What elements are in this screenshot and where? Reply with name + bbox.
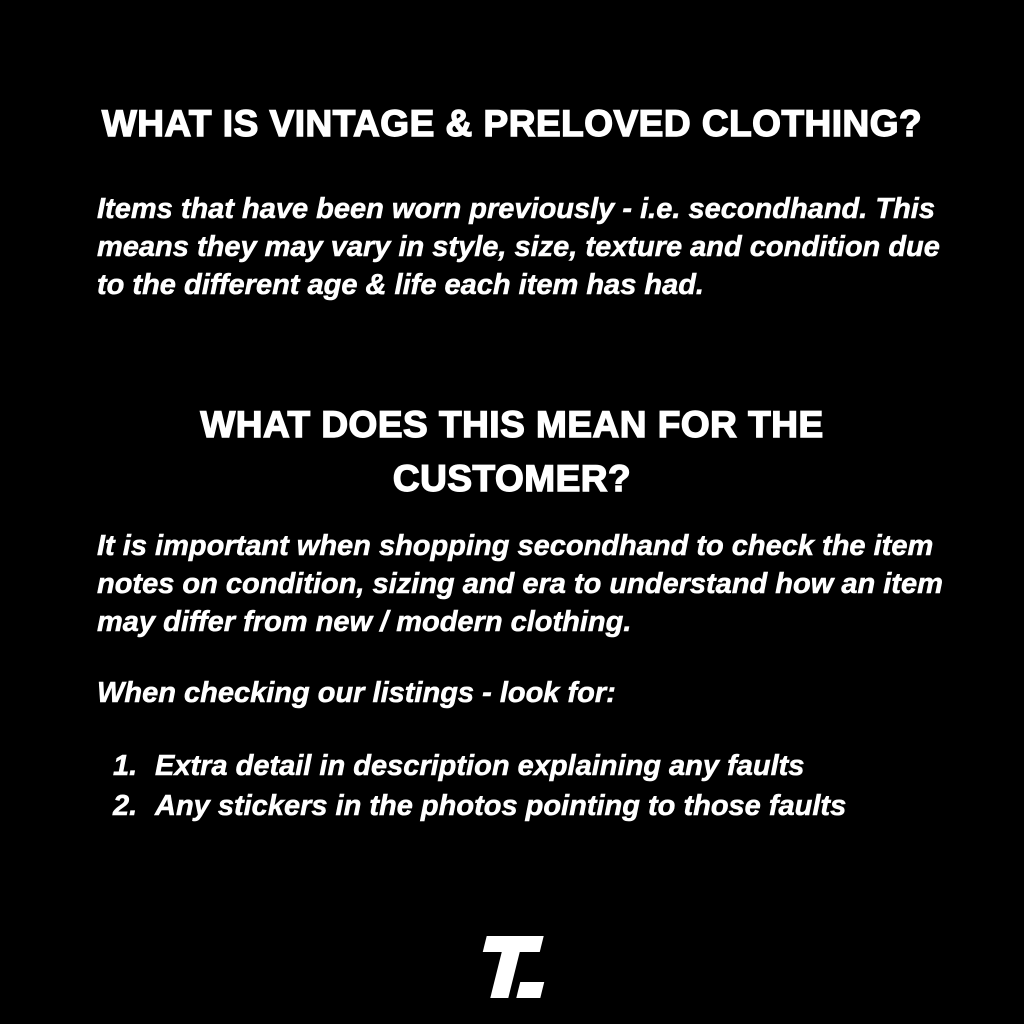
intro-line-2: means they may vary in style, size, texture and condition due <box>97 231 940 263</box>
intro-line-1: Items that have been worn previously - i.e. secondhand. This <box>97 193 935 225</box>
list-item-number: 1. <box>113 750 138 782</box>
main-heading: WHAT IS VINTAGE & PRELOVED CLOTHING? <box>101 102 923 144</box>
customer-heading-line-2: CUSTOMER? <box>392 457 632 499</box>
customer-paragraph <box>97 527 943 641</box>
brand-logo-t <box>471 936 554 998</box>
list-item <box>113 746 846 786</box>
customer-line-2: notes on condition, sizing and era to understand how an item <box>97 568 943 600</box>
intro-line-3: to the different age & life each item has had. <box>97 269 704 301</box>
listings-intro: When checking our listings - look for: <box>97 677 616 709</box>
list-item-text: Extra detail in description explaining any faults <box>155 750 805 782</box>
customer-heading <box>0 398 1024 506</box>
listing-points <box>113 746 846 826</box>
intro-paragraph <box>97 190 940 304</box>
list-item-text: Any stickers in the photos pointing to those faults <box>155 790 847 822</box>
customer-line-3: may differ from new / modern clothing. <box>97 606 632 638</box>
list-item <box>113 786 846 826</box>
logo-period-shape <box>516 982 544 998</box>
customer-line-1: It is important when shopping secondhand to check the item <box>97 530 934 562</box>
list-item-number: 2. <box>113 790 138 822</box>
customer-heading-line-1: WHAT DOES THIS MEAN FOR THE <box>200 403 824 445</box>
